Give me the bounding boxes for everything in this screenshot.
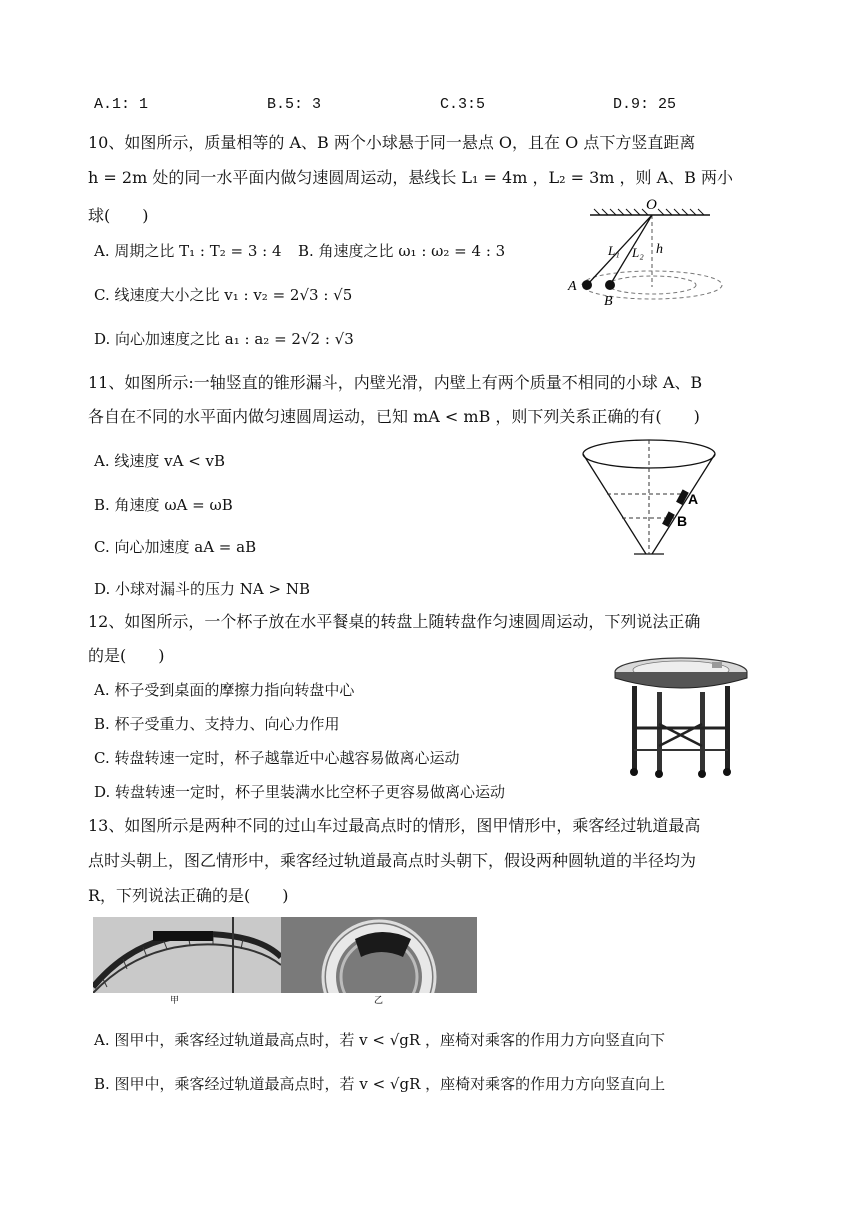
q11-stem-line2: 各自在不同的水平面内做匀速圆周运动，已知 mA < mB ，则下列关系正确的有( ) — [88, 407, 700, 426]
q10-option-b: B. 角速度之比 ω₁ : ω₂ = 4 : 3 — [298, 242, 506, 260]
q10-label-O: O — [646, 197, 657, 213]
q11-label-A: A — [688, 491, 699, 507]
q11-option-b: B. 角速度 ωA = ωB — [94, 496, 233, 514]
q13-stem-line2: 点时头朝上，图乙情形中，乘客经过轨道最高点时头朝下，假设两种圆轨道的半径均为 — [88, 851, 697, 870]
q10-stem-line3: 球( ) — [88, 206, 149, 225]
q13-photo-label-left: 甲 — [170, 996, 180, 1005]
q13-option-a: A. 图甲中，乘客经过轨道最高点时，若 v < √gR ，座椅对乘客的作用力方向竖直向下 — [94, 1031, 665, 1049]
q10-ball-a — [582, 280, 592, 290]
q12-option-b: B. 杯子受重力、支持力、向心力作用 — [94, 715, 340, 733]
q13-option-b: B. 图甲中，乘客经过轨道最高点时，若 v < √gR ，座椅对乘客的作用力方向竖直向上 — [94, 1075, 666, 1093]
q11-option-c: C. 向心加速度 aA = aB — [94, 538, 257, 556]
q11-stem-line1: 11、如图所示:一轴竖直的锥形漏斗，内壁光滑，内壁上有两个质量不相同的小球 A、B — [88, 373, 703, 392]
q10-label-B: B — [604, 294, 613, 309]
q10-stem-line2: h = 2m 处的同一水平面内做匀速圆周运动，悬线长 L₁ = 4m ，L₂ = 3m ，则 A、B 两小 — [88, 168, 734, 187]
q12-stem-line2: 的是( ) — [88, 646, 165, 665]
q10-option-c: C. 线速度大小之比 v₁ : v₂ = 2√3 : √5 — [94, 286, 353, 304]
q11-option-d: D. 小球对漏斗的压力 NA > NB — [94, 580, 311, 598]
q11-option-a: A. 线速度 vA < vB — [94, 452, 226, 470]
q13-stem-line3: R，下列说法正确的是( ) — [88, 886, 289, 905]
q9-option-d: D.9: 25 — [613, 96, 677, 113]
q10-label-A: A — [568, 279, 577, 294]
q9-option-a: A.1: 1 — [94, 96, 149, 113]
q10-label-L1: L₁ — [608, 243, 620, 258]
q13-stem-line1: 13、如图所示是两种不同的过山车过最高点时的情形，图甲情形中，乘客经过轨道最高 — [88, 816, 701, 835]
q9-option-b: B.5: 3 — [267, 96, 322, 113]
q10-option-a: A. 周期之比 T₁ : T₂ = 3 : 4 — [94, 242, 282, 260]
q11-funnel-figure — [574, 432, 724, 558]
q12-table-figure — [612, 650, 750, 778]
q12-option-a: A. 杯子受到桌面的摩擦力指向转盘中心 — [94, 681, 355, 699]
q12-option-c: C. 转盘转速一定时，杯子越靠近中心越容易做离心运动 — [94, 749, 460, 767]
q9-option-c: C.3:5 — [440, 96, 486, 113]
q10-stem-line1: 10、如图所示，质量相等的 A、B 两个小球悬于同一悬点 O，且在 O 点下方竖直距离 — [88, 133, 696, 152]
q10-label-h: h — [656, 242, 663, 257]
q13-roller-coaster-photo — [93, 917, 477, 1005]
q10-ball-b — [605, 280, 615, 290]
q12-stem-line1: 12、如图所示，一个杯子放在水平餐桌的转盘上随转盘作匀速圆周运动，下列说法正确 — [88, 612, 701, 631]
q10-label-L2: L₂ — [632, 245, 644, 260]
q10-pendulum-figure — [560, 195, 730, 310]
q13-photo-label-right: 乙 — [374, 996, 384, 1005]
q12-option-d: D. 转盘转速一定时，杯子里装满水比空杯子更容易做离心运动 — [94, 783, 506, 801]
q11-label-B: B — [677, 513, 688, 529]
q10-option-d: D. 向心加速度之比 a₁ : a₂ = 2√2 : √3 — [94, 330, 354, 348]
